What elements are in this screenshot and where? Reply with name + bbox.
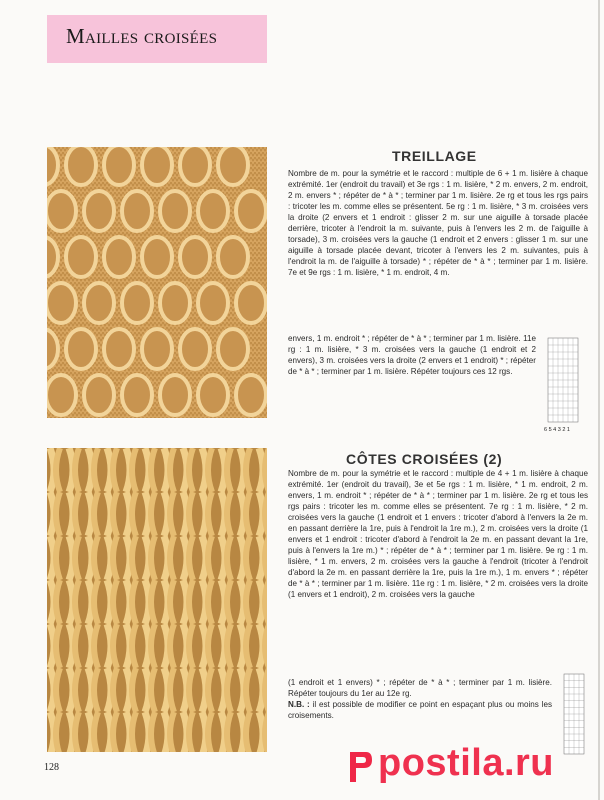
postila-logo-icon xyxy=(346,748,374,786)
trellis-cell xyxy=(122,283,152,323)
trellis-cell xyxy=(122,375,152,415)
nb-label: N.B. : xyxy=(288,700,310,709)
rib-cable xyxy=(265,712,267,752)
rib-cable xyxy=(265,492,267,536)
trellis-cell xyxy=(84,283,114,323)
rib-cable xyxy=(265,624,267,668)
rib-cable xyxy=(265,536,267,580)
trellis-cell xyxy=(218,329,248,369)
trellis-cell xyxy=(47,283,76,323)
rib-cable xyxy=(265,668,267,712)
cotes-croisees-stitch-chart xyxy=(558,672,590,760)
trellis-cell xyxy=(160,375,190,415)
trellis-cell xyxy=(160,283,190,323)
trellis-cell xyxy=(84,375,114,415)
trellis-cell xyxy=(47,375,76,415)
treillage-photo xyxy=(47,147,267,418)
trellis-cell xyxy=(84,191,114,231)
treillage-knit-pattern xyxy=(47,147,267,418)
cotes-croisees-instructions-end: (1 endroit et 1 envers) * ; répéter de * à * ; terminer par 1 m. lisière. Répéter toujours du 1er au 12e rg. xyxy=(288,678,552,698)
trellis-cell xyxy=(104,147,134,185)
trellis-cell xyxy=(47,191,76,231)
page-edge xyxy=(598,0,600,800)
trellis-cell xyxy=(160,191,190,231)
trellis-cell xyxy=(180,329,210,369)
trellis-cell xyxy=(142,147,172,185)
trellis-cell xyxy=(180,147,210,185)
watermark-text: postila.ru xyxy=(378,742,555,784)
cotes-croisees-title: CÔTES CROISÉES (2) xyxy=(346,451,503,467)
trellis-cell xyxy=(198,375,228,415)
cotes-croisees-instructions-continued xyxy=(288,677,552,743)
trellis-cell xyxy=(66,329,96,369)
trellis-cell xyxy=(198,283,228,323)
rib-cable xyxy=(265,580,267,624)
trellis-cell xyxy=(104,329,134,369)
chart-column-numbers: 6 5 4 3 2 1 xyxy=(544,427,570,433)
cotes-croisees-instructions: Nombre de m. pour la symétrie et le raccord : multiple de 4 + 1 m. lisière à chaque extrémité. 1er (endroit du travail), 3e et 5e rgs : 1 m. lisière, * 1 m. endroit, 2 m. envers, 1 m. endroit * ; répéter de * à * ; terminer par 1 m. lisière. 2e rg et tous les rgs pairs : tricoter les m. comme elles se présentent. 7e rg : 1 m. lisière, * 2 m. croisées vers la gauche (1 endroit et 1 envers : tricoter d'abord à l'envers la 2e m. en passant derrière la 1re, puis à l'endroit la 1re m.), 2 m. croisées vers la droite (1 envers et 1 endroit : tricoter d'abord à l'endroit la 2e m. en passant devant la 1re, puis à l'envers la 1re m.) * ; répéter de * à * ; terminer par 1 m. lisière. 9e rg : 1 m. lisière, * 1 m. envers, 2 m. croisées vers la gauche à l'endroit (tricoter à l'endroit d'abord la 2e m. en passant derrière la 1re, puis la 1re m.), 1 m. envers * ; répéter de * à * ; terminer par 1 m. lisière. 11e rg : 1 m. lisière, * 2 m. croisées vers la droite (1 envers et 1 endroit), 2 m. croisées vers la gauche xyxy=(288,469,588,599)
trellis-cell xyxy=(236,191,266,231)
trellis-cell xyxy=(218,147,248,185)
trellis-cell xyxy=(142,329,172,369)
trellis-cell xyxy=(198,191,228,231)
trellis-cell xyxy=(122,191,152,231)
cotes-croisees-knit-pattern xyxy=(47,448,267,752)
trellis-cell xyxy=(180,237,210,277)
treillage-instructions-continued: envers, 1 m. endroit * ; répéter de * à * ; terminer par 1 m. lisière. 11e rg : 1 m. lisière, * 3 m. croisées vers la gauche (1 endroit et 2 envers), 3 m. croisées vers la droite (2 envers et 1 endroit) * ; répéter de * à * ; terminer par 1 m. lisière. Répéter toujours ces 12 rgs. xyxy=(288,334,536,376)
treillage-stitch-chart xyxy=(542,336,588,434)
trellis-cell xyxy=(236,283,266,323)
trellis-cell xyxy=(218,237,248,277)
page-title: Mailles croisées xyxy=(66,24,218,48)
trellis-cell xyxy=(142,237,172,277)
trellis-cell xyxy=(236,375,266,415)
page-number: 128 xyxy=(44,762,59,773)
treillage-title: TREILLAGE xyxy=(392,148,477,164)
trellis-cell xyxy=(66,237,96,277)
nb-text: il est possible de modifier ce point en espaçant plus ou moins les croisements. xyxy=(288,700,552,720)
trellis-cell xyxy=(104,237,134,277)
rib-cable xyxy=(265,448,267,492)
trellis-cell xyxy=(66,147,96,185)
cotes-croisees-photo xyxy=(47,448,267,752)
treillage-instructions: Nombre de m. pour la symétrie et le raccord : multiple de 6 + 1 m. lisière à chaque extrémité. 1er (endroit du travail) et 3e rgs : 1 m. lisière, * 2 m. envers, 2 m. endroit, 2 m. envers * ; répéter de * à * ; terminer par 1 m. lisière. 2e rg et tous les rgs pairs : tricoter les m. comme elles se présentent. 5e rg : 1 m. lisière, * 3 m. croisées vers la droite (2 envers et 1 endroit : glisser 2 m. sur une aiguille à torsade placée derrière, tricoter à l'endroit la m. suivante, puis à l'envers les 2 m. de l'aiguille à torsade), 3 m. croisées vers la gauche (1 endroit et 2 envers : glisser 1 m. sur une aiguille à torsade placée devant, tricoter à l'envers les 2 m. suivantes, puis à l'endroit la m. de l'aiguille à torsade) * ; répéter de * à * ; terminer par 1 m. lisière. 7e et 9e rgs : 1 m. lisière, * 1 m. endroit, 4 m. xyxy=(288,169,588,277)
